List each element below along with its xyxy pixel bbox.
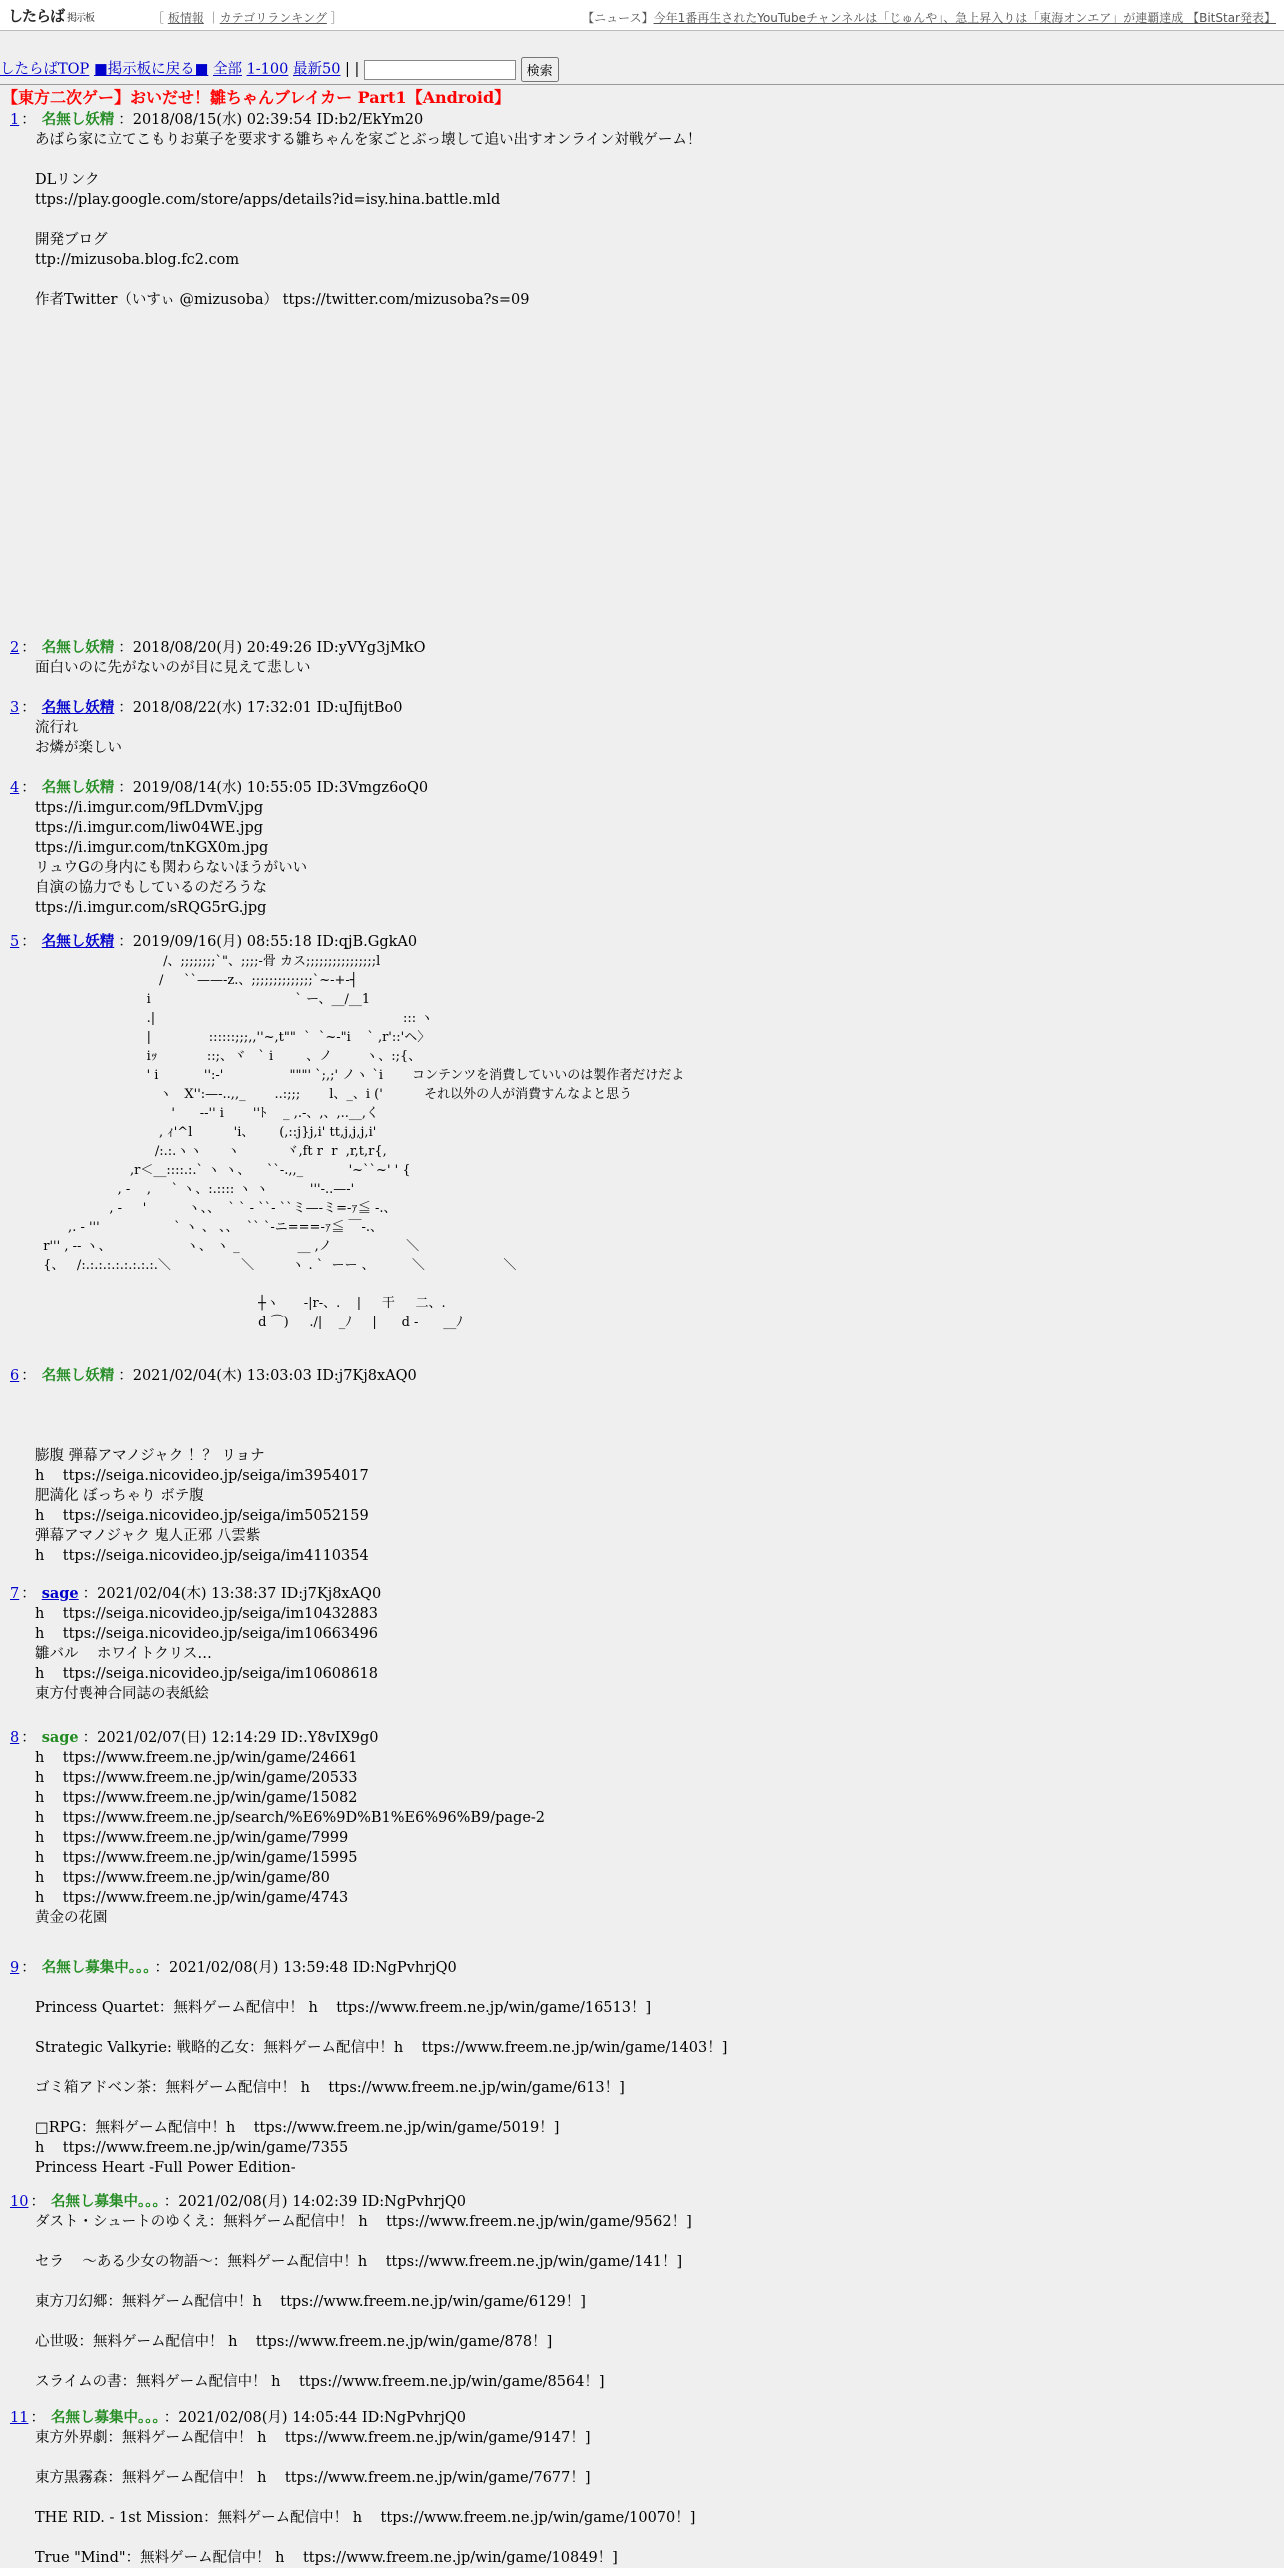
post-date-id: ：2021/02/08(月) 13:59:48 ID:NgPvhrjQ0 bbox=[154, 1960, 457, 1976]
poster-name: 名無し妖精 bbox=[41, 111, 115, 128]
thread-title: 【東方二次ゲー】おいだせ！雛ちゃんブレイカー Part1【Android】 bbox=[2, 88, 511, 107]
range-link[interactable]: 1-100 bbox=[246, 61, 289, 78]
post-date-id: ：2018/08/15(水) 02:39:54 ID:b2/EkYm20 bbox=[118, 112, 424, 128]
back-to-board-link[interactable]: ■掲示板に戻る■ bbox=[93, 61, 209, 78]
post bbox=[0, 638, 1284, 678]
post-header: 7 ： sage ：2021/02/04(木) 13:38:37 ID:j7Kj8xAQ0 bbox=[10, 1585, 382, 1602]
latest-link[interactable]: 最新50 bbox=[292, 61, 341, 78]
poster-name: sage bbox=[41, 1729, 79, 1746]
post-date-id: ：2021/02/07(日) 12:14:29 ID:.Y8vIX9g0 bbox=[82, 1730, 379, 1746]
post-date-id: ：2019/09/16(月) 08:55:18 ID:qjB.GgkA0 bbox=[118, 934, 418, 950]
post bbox=[0, 1366, 1284, 1566]
poster-name: 名無し募集中。。。 bbox=[50, 2409, 160, 2426]
post-number-link[interactable]: 5 bbox=[10, 934, 20, 950]
post-date-id: ：2021/02/04(木) 13:38:37 ID:j7Kj8xAQ0 bbox=[82, 1586, 382, 1602]
site-header bbox=[0, 0, 1284, 31]
divider bbox=[0, 84, 1284, 85]
poster-name[interactable]: sage bbox=[41, 1585, 79, 1602]
post-date-id: ：2018/08/20(月) 20:49:26 ID:yVYg3jMkO bbox=[118, 640, 426, 656]
thread-nav bbox=[0, 57, 559, 82]
post-header: 3 ： 名無し妖精 ：2018/08/22(水) 17:32:01 ID:uJfijtBo0 bbox=[10, 699, 403, 716]
poster-name: 名無し妖精 bbox=[41, 779, 115, 796]
header-links: ［ 板情報 ｜カテゴリランキング ］ bbox=[152, 11, 343, 25]
post bbox=[0, 1958, 1284, 2178]
post-body: Princess Quartet：無料ゲーム配信中！ h ttps://www.freem.ne.jp/win/game/16513！] Strategic Valkyrie: 戦略的乙女：無料ゲーム配信中！h ttps://www.freem.ne.jp/win/game/1403！] ゴミ箱アドベン茶：無料ゲーム配信中！ h ttps://www.freem.ne.jp/win/game/613！] □RPG：無料ゲーム配信中！h ttps://www.freem.ne.jp/win/game/5019！] h ttps://www.freem.ne.jp/win/game/7355 Princess Heart -Full Power Edition- bbox=[35, 2000, 728, 2176]
post-number-link[interactable]: 2 bbox=[10, 640, 20, 656]
post-header: 2 ： 名無し妖精 ：2018/08/20(月) 20:49:26 ID:yVYg3jMkO bbox=[10, 639, 426, 656]
post bbox=[0, 932, 1284, 1332]
search-input[interactable] bbox=[364, 60, 516, 80]
post-body: 流行れ お燐が楽しい bbox=[35, 720, 122, 756]
category-ranking-link[interactable]: カテゴリランキング bbox=[219, 11, 327, 25]
poster-name: 名無し妖精 bbox=[41, 639, 115, 656]
post-number-link[interactable]: 1 bbox=[10, 112, 20, 128]
post-date-id: ：2019/08/14(水) 10:55:05 ID:3Vmgz6oQ0 bbox=[118, 780, 429, 796]
post bbox=[0, 1728, 1284, 1928]
post bbox=[0, 2408, 1284, 2568]
post-header: 4 ： 名無し妖精 ：2019/08/14(水) 10:55:05 ID:3Vmgz6oQ0 bbox=[10, 779, 429, 796]
post bbox=[0, 1584, 1284, 1704]
post-number-link[interactable]: 11 bbox=[10, 2410, 29, 2426]
post-header: 6 ： 名無し妖精 ：2021/02/04(木) 13:03:03 ID:j7Kj8xAQ0 bbox=[10, 1367, 417, 1384]
poster-name: 名無し募集中。。。 bbox=[41, 1959, 151, 1976]
post-body: h ttps://www.freem.ne.jp/win/game/24661 h ttps://www.freem.ne.jp/win/game/20533 h ttps://www.freem.ne.jp/win/game/15082 h ttps://www.freem.ne.jp/search/%E6%9D%B1%E6%96%B9/page-2 h ttps://www.freem.ne.jp/win/game/7999 h ttps://www.freem.ne.jp/win/game/15995 h ttps://www.freem.ne.jp/win/game/80 h ttps://www.freem.ne.jp/win/game/4743 黄金の花園 bbox=[35, 1750, 546, 1926]
post-date-id: ：2021/02/08(月) 14:05:44 ID:NgPvhrjQ0 bbox=[163, 2410, 466, 2426]
news-ticker: 【ニュース】今年1番再生されたYouTubeチャンネルは「じゅんや」、急上昇入りは「東海オンエア」が連覇達成 【BitStar発表】 bbox=[582, 11, 1276, 25]
post-date-id: ：2018/08/22(水) 17:32:01 ID:uJfijtBo0 bbox=[118, 700, 403, 716]
poster-name: 名無し募集中。。。 bbox=[50, 2193, 160, 2210]
search-button[interactable]: 検索 bbox=[521, 57, 559, 82]
post-number-link[interactable]: 10 bbox=[10, 2194, 29, 2210]
post-header: 1 ： 名無し妖精 ：2018/08/15(水) 02:39:54 ID:b2/EkYm20 bbox=[10, 111, 424, 128]
post-number-link[interactable]: 7 bbox=[10, 1586, 20, 1602]
ascii-art: /、;;;;;;;;`"、;;;;-骨 カス;;;;;;;;;;;;;;;;l / ``——-z.、;;;;;;;;;;;;;;`~-+-┤ i ` ー、__/__1 .| ::: ヽ | ::::::;;;,,''~,t"" ` `~-"i ` ,r'::'ヘ〉 iｯ ::;、ヾ ` i 、ノ ヽ、:;{、 ' i '':-' """' `;,;' ノヽ `i コンテンツを消費していいのは製作者だけだよ ヽ X'':—-..,,_ ..:;;; l、_、i (' それ以外の人が消費すんなよと思う ' -‐'' i ''ﾄ _ ,.-、,、,..__,く , ｨ'^l 'i、 (,::j}j,i' tt,j,j,j,i' /:.:.ヽヽ ヽ ヾ,ft r r ,r,t,r{, ,r＜__::::.:.` ヽ ヽ、 ``-.,,_ '~``~' ' { , - , ` ヽ、:.:::: ヽ ヽ '''-..—-' , - ' ヽ、、 ` ` - ``- ``ミ—-ミ=-ｧ≦ -.、 ,. - ''' ` ヽ 、 、、 `` `-ニ===-ｧ≦ ￣-.、 r''' , -- ヽ、 ヽ、 ヽ _ __ ,ノ ＼ {、 /:.:.:.:.:.:.:.:.:.＼ ＼ ヽ . ` ーー 、 ＼ ＼ ┼ヽ -|r-、. | 干 二、. d ⌒) ./| _ﾉ | d - __ﾉ bbox=[43, 954, 685, 1330]
post bbox=[0, 698, 1284, 758]
news-link[interactable]: 今年1番再生されたYouTubeチャンネルは「じゅんや」、急上昇入りは「東海オンエア」が連覇達成 【BitStar発表】 bbox=[653, 11, 1276, 25]
post-body: h ttps://seiga.nicovideo.jp/seiga/im10432883 h ttps://seiga.nicovideo.jp/seiga/im10663496 雛バル ホワイトクリス… h ttps://seiga.nicovideo.jp/seiga/im10608618 東方付喪神合同誌の表紙絵 bbox=[35, 1606, 378, 1702]
post-body: あばら家に立てこもりお菓子を要求する雛ちゃんを家ごとぶっ壊して追い出すオンライン対戦ゲーム！ DLリンク ttps://play.google.com/store/apps/details?id=isy.hina.battle.mld 開発ブログ ttp://mizusoba.blog.fc2.com 作者Twitter（いすぃ @mizusoba） ttps://twitter.com/mizusoba?s=09 bbox=[35, 132, 702, 308]
poster-name[interactable]: 名無し妖精 bbox=[41, 933, 115, 950]
all-posts-link[interactable]: 全部 bbox=[212, 61, 242, 78]
post-body: ダスト・シュートのゆくえ：無料ゲーム配信中！ h ttps://www.freem.ne.jp/win/game/9562！] セラ ～ある少女の物語～：無料ゲーム配信中！h ttps://www.freem.ne.jp/win/game/141！] 東方刀幻郷：無料ゲーム配信中！h ttps://www.freem.ne.jp/win/game/6129！] 心世吸：無料ゲーム配信中！ h ttps://www.freem.ne.jp/win/game/878！] スライムの書：無料ゲーム配信中！ h ttps://www.freem.ne.jp/win/game/8564！] bbox=[35, 2214, 692, 2390]
post-header: 11 ： 名無し募集中。。。 ：2021/02/08(月) 14:05:44 ID:NgPvhrjQ0 bbox=[10, 2409, 466, 2426]
post-number-link[interactable]: 3 bbox=[10, 700, 20, 716]
post-date-id: ：2021/02/08(月) 14:02:39 ID:NgPvhrjQ0 bbox=[163, 2194, 466, 2210]
post-header: 10 ： 名無し募集中。。。 ：2021/02/08(月) 14:02:39 ID:NgPvhrjQ0 bbox=[10, 2193, 466, 2210]
post-header: 9 ： 名無し募集中。。。 ：2021/02/08(月) 13:59:48 ID:NgPvhrjQ0 bbox=[10, 1959, 457, 1976]
post-body: ttps://i.imgur.com/9fLDvmV.jpg ttps://i.imgur.com/liw04WE.jpg ttps://i.imgur.com/tnKGX0m.jpg リュウGの身内にも関わらないほうがいい 自演の協力でもしているのだろうな ttps://i.imgur.com/sRQG5rG.jpg bbox=[35, 800, 308, 916]
board-info-link[interactable]: 板情報 bbox=[167, 11, 204, 25]
post-number-link[interactable]: 9 bbox=[10, 1960, 20, 1976]
post-body: 面白いのに先がないのが目に見えて悲しい bbox=[35, 660, 311, 676]
post bbox=[0, 2192, 1284, 2392]
post-number-link[interactable]: 8 bbox=[10, 1730, 20, 1746]
post-number-link[interactable]: 6 bbox=[10, 1368, 20, 1384]
post-number-link[interactable]: 4 bbox=[10, 780, 20, 796]
shitaraba-top-link[interactable]: したらばTOP bbox=[0, 61, 90, 78]
poster-name[interactable]: 名無し妖精 bbox=[41, 699, 115, 716]
post-header: 5 ： 名無し妖精 ：2019/09/16(月) 08:55:18 ID:qjB.GgkA0 bbox=[10, 933, 418, 950]
poster-name: 名無し妖精 bbox=[41, 1367, 115, 1384]
post bbox=[0, 778, 1284, 918]
site-logo[interactable]: したらば 掲示板 bbox=[8, 7, 95, 25]
post-body: 東方外界劇：無料ゲーム配信中！ h ttps://www.freem.ne.jp/win/game/9147！] 東方黒霧森：無料ゲーム配信中！ h ttps://www.freem.ne.jp/win/game/7677！] THE RID. - 1st Mission：無料ゲーム配信中！ h ttps://www.freem.ne.jp/win/game/10070！] True "Mind"：無料ゲーム配信中！ h ttps://www.freem.ne.jp/win/game/10849！] bbox=[35, 2430, 696, 2566]
post-date-id: ：2021/02/04(木) 13:03:03 ID:j7Kj8xAQ0 bbox=[118, 1368, 417, 1384]
nav-separator: | | bbox=[345, 61, 360, 78]
post-body: 膨腹 弾幕アマノジャク ！？ リョナ h ttps://seiga.nicovideo.jp/seiga/im3954017 肥満化 ぼっちゃり ボテ腹 h ttps://seiga.nicovideo.jp/seiga/im5052159 弾幕アマノジャク 鬼人正邪 八雲紫 h ttps://seiga.nicovideo.jp/seiga/im4110354 bbox=[35, 1448, 369, 1564]
post bbox=[0, 110, 1284, 310]
post-header: 8 ： sage ：2021/02/07(日) 12:14:29 ID:.Y8vIX9g0 bbox=[10, 1729, 379, 1746]
